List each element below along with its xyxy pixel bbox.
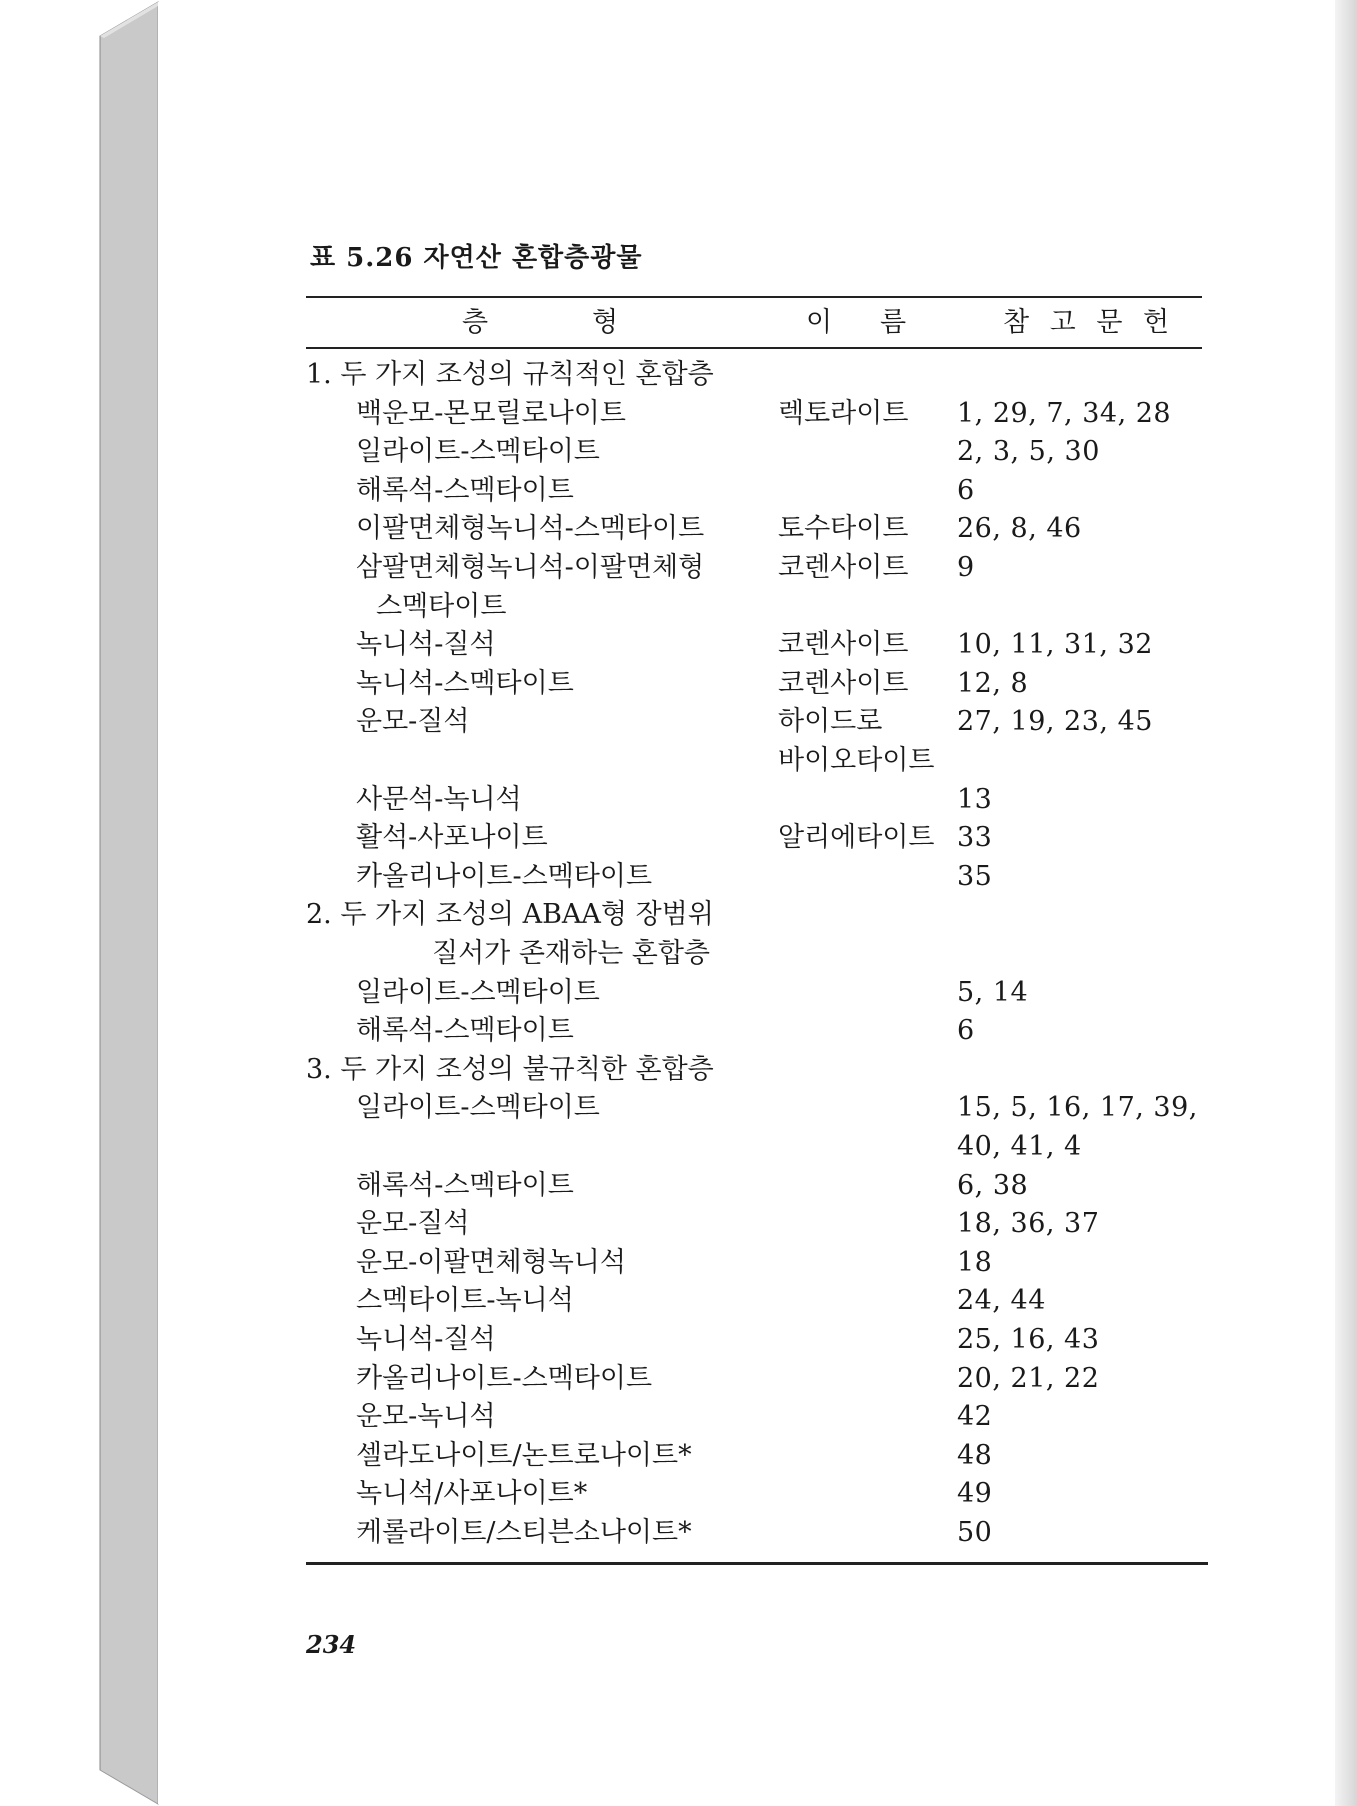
section-heading: 2. 두 가지 조성의 ABAA형 장범위 <box>306 899 714 930</box>
layer-type-cell: 사문석-녹니석 <box>356 784 522 815</box>
layer-type-cell: 녹니석-스멕타이트 <box>356 668 574 699</box>
references-cell: 27, 19, 23, 45 <box>957 706 1153 737</box>
layer-type-cell: 스멕타이트 <box>376 591 507 622</box>
references-cell: 1, 29, 7, 34, 28 <box>957 398 1172 429</box>
layer-type-cell: 녹니석/사포나이트* <box>356 1478 588 1509</box>
layer-type-cell: 운모-질석 <box>356 1208 470 1239</box>
layer-type-cell: 삼팔면체형녹니석-이팔면체형 <box>356 552 705 583</box>
references-cell: 50 <box>957 1517 993 1548</box>
section-heading: 3. 두 가지 조성의 불규칙한 혼합층 <box>306 1054 714 1085</box>
references-cell: 12, 8 <box>957 668 1029 699</box>
references-cell: 5, 14 <box>957 977 1029 1008</box>
layer-type-cell: 일라이트-스멕타이트 <box>356 977 600 1008</box>
layer-type-cell: 운모-질석 <box>356 706 470 737</box>
mineral-name-cell: 코렌사이트 <box>778 629 909 660</box>
references-cell: 15, 5, 16, 17, 39, <box>957 1092 1198 1123</box>
mineral-name-cell: 알리에타이트 <box>778 822 935 853</box>
layer-type-cell: 운모-이팔면체형녹니석 <box>356 1247 626 1278</box>
references-cell: 42 <box>957 1401 993 1432</box>
references-cell: 6 <box>957 475 975 506</box>
layer-type-cell: 셀라도나이트/논트로나이트* <box>356 1440 692 1471</box>
section-heading-continued: 질서가 존재하는 혼합층 <box>432 938 710 969</box>
header-bottom-rule <box>306 347 1202 349</box>
page-number: 234 <box>306 1630 357 1659</box>
layer-type-cell: 해록석-스멕타이트 <box>356 1015 574 1046</box>
references-cell: 6, 38 <box>957 1170 1029 1201</box>
layer-type-cell: 녹니석-질석 <box>356 629 496 660</box>
header-references: 참 고 문 헌 <box>1003 307 1176 338</box>
book-side-edge <box>0 0 160 1806</box>
references-cell: 6 <box>957 1015 975 1046</box>
references-cell: 20, 21, 22 <box>957 1363 1100 1394</box>
references-cell: 13 <box>957 784 993 815</box>
mineral-name-cell: 렉토라이트 <box>778 398 909 429</box>
mineral-name-cell: 하이드로 <box>778 706 883 737</box>
table-caption: 표 5.26 자연산 혼합층광물 <box>310 243 643 273</box>
references-cell: 48 <box>957 1440 993 1471</box>
section-heading: 1. 두 가지 조성의 규칙적인 혼합층 <box>306 359 714 390</box>
layer-type-cell: 케롤라이트/스티븐소나이트* <box>356 1517 692 1548</box>
references-cell: 33 <box>957 822 993 853</box>
mineral-name-cell: 토수타이트 <box>778 513 909 544</box>
table-top-rule <box>306 296 1202 298</box>
layer-type-cell: 활석-사포나이트 <box>356 822 548 853</box>
header-layer-a: 층 <box>462 307 491 338</box>
layer-type-cell: 카올리나이트-스멕타이트 <box>356 1363 653 1394</box>
references-cell: 2, 3, 5, 30 <box>957 436 1100 467</box>
references-cell: 25, 16, 43 <box>957 1324 1100 1355</box>
header-name-b: 름 <box>880 307 909 338</box>
references-cell: 10, 11, 31, 32 <box>957 629 1153 660</box>
layer-type-cell: 일라이트-스멕타이트 <box>356 436 600 467</box>
page-right-shadow <box>1335 0 1357 1806</box>
layer-type-cell: 이팔면체형녹니석-스멕타이트 <box>356 513 705 544</box>
layer-type-cell: 일라이트-스멕타이트 <box>356 1092 600 1123</box>
layer-type-cell: 백운모-몬모릴로나이트 <box>356 398 626 429</box>
layer-type-cell: 카올리나이트-스멕타이트 <box>356 861 653 892</box>
table-bottom-rule <box>306 1562 1208 1565</box>
layer-type-cell: 해록석-스멕타이트 <box>356 1170 574 1201</box>
layer-type-cell: 스멕타이트-녹니석 <box>356 1285 574 1316</box>
references-cell: 18 <box>957 1247 993 1278</box>
mineral-name-cell: 코렌사이트 <box>778 552 909 583</box>
references-cell: 49 <box>957 1478 993 1509</box>
layer-type-cell: 녹니석-질석 <box>356 1324 496 1355</box>
mineral-name-cell: 바이오타이트 <box>778 745 935 776</box>
references-cell: 9 <box>957 552 975 583</box>
references-cell: 24, 44 <box>957 1285 1046 1316</box>
references-cell: 40, 41, 4 <box>957 1131 1082 1162</box>
references-cell: 26, 8, 46 <box>957 513 1082 544</box>
references-cell: 18, 36, 37 <box>957 1208 1100 1239</box>
header-name-a: 이 <box>806 307 835 338</box>
layer-type-cell: 운모-녹니석 <box>356 1401 496 1432</box>
layer-type-cell: 해록석-스멕타이트 <box>356 475 574 506</box>
mineral-name-cell: 코렌사이트 <box>778 668 909 699</box>
header-layer-b: 형 <box>592 307 621 338</box>
references-cell: 35 <box>957 861 993 892</box>
